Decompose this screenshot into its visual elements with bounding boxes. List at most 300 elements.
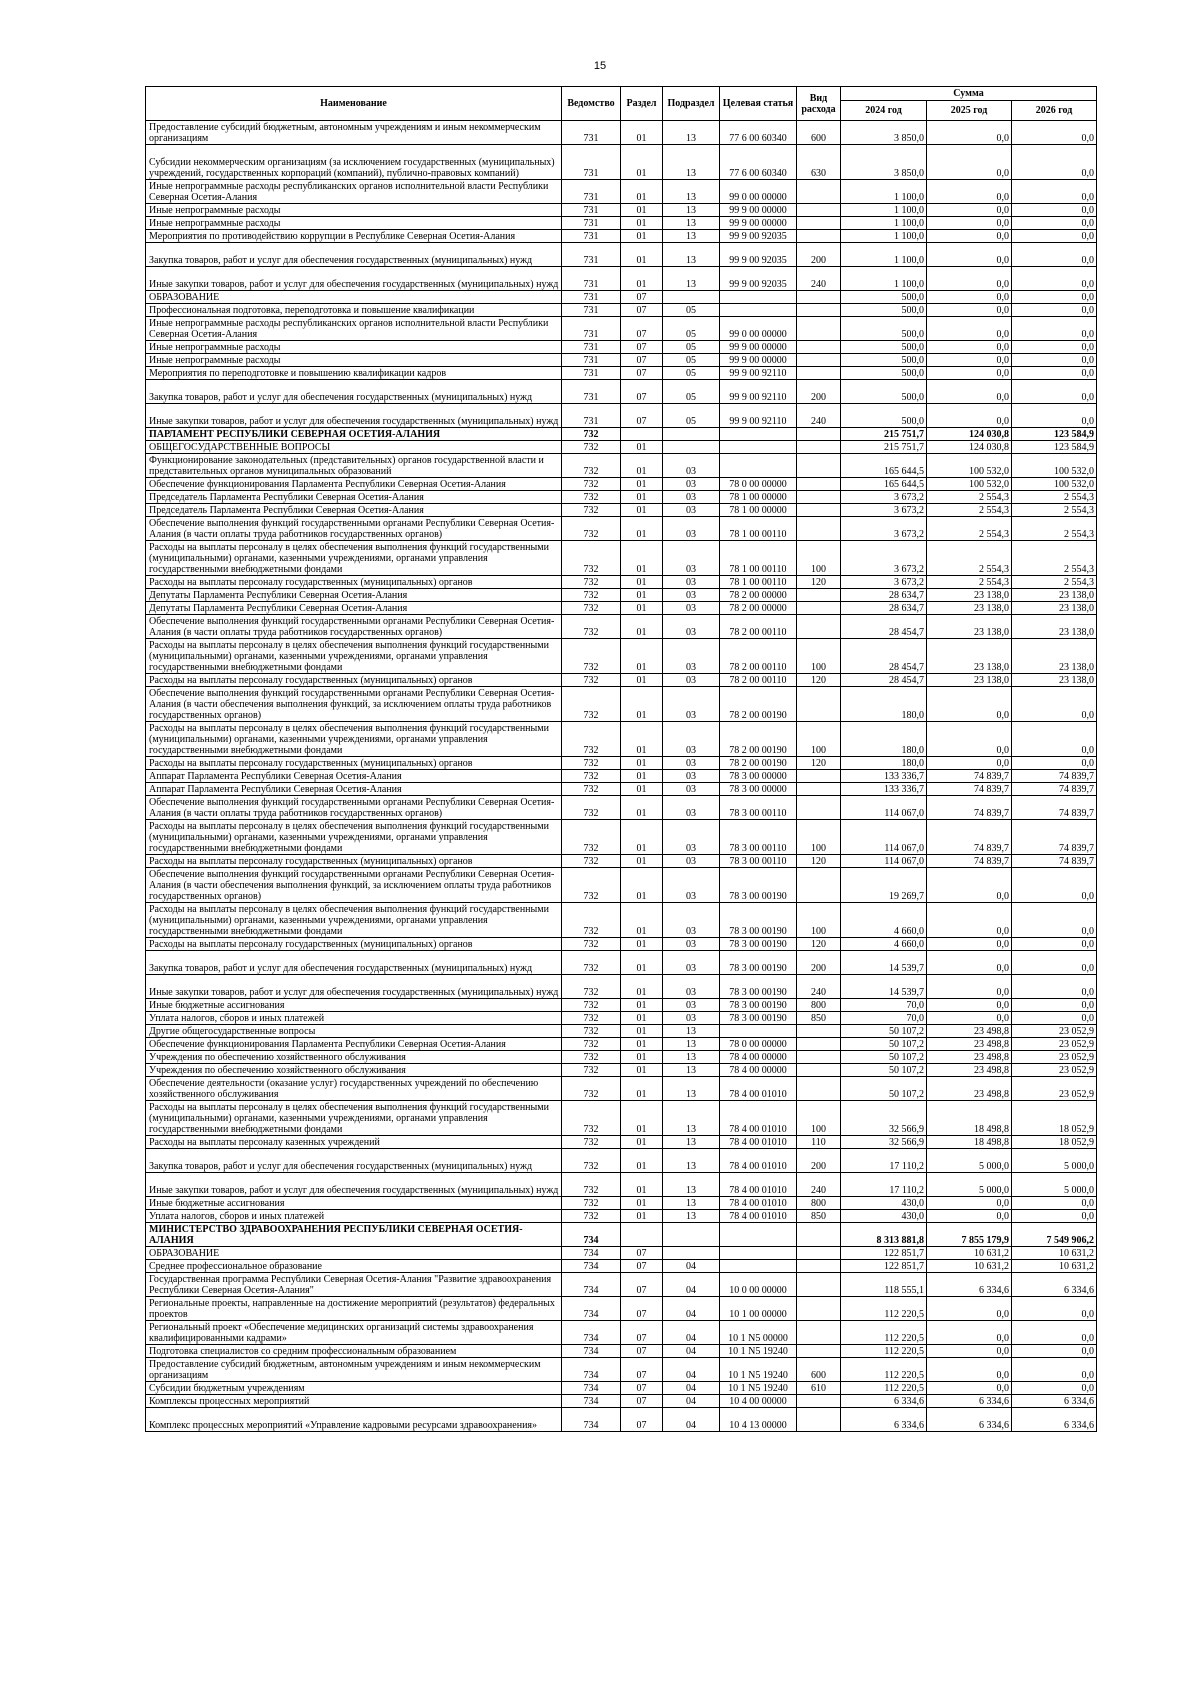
row-sum-2026: 0,0 — [1012, 230, 1097, 243]
row-dept: 732 — [562, 541, 621, 576]
row-target: 78 3 00 00190 — [720, 868, 797, 903]
row-sum-2024: 28 454,7 — [841, 674, 927, 687]
row-sum-2024: 3 850,0 — [841, 145, 927, 180]
row-sum-2025: 2 554,3 — [927, 541, 1012, 576]
row-section: 07 — [621, 1297, 663, 1321]
row-name: Депутаты Парламента Республики Северная Осетия-Алания — [146, 589, 562, 602]
row-sum-2026: 0,0 — [1012, 975, 1097, 999]
row-dept: 732 — [562, 674, 621, 687]
row-section: 01 — [621, 504, 663, 517]
row-exp-type: 630 — [797, 145, 841, 180]
row-subsection: 03 — [663, 820, 720, 855]
row-dept: 732 — [562, 454, 621, 478]
table-row — [146, 1210, 1097, 1223]
row-section: 01 — [621, 951, 663, 975]
row-name: Расходы на выплаты персоналу в целях обеспечения выполнения функций государственными (муниципальными) органами, казенными учреждениями, органами управления государственными внебюджетными фондами — [146, 903, 562, 938]
row-section: 01 — [621, 1210, 663, 1223]
row-dept: 732 — [562, 1149, 621, 1173]
row-sum-2024: 28 634,7 — [841, 602, 927, 615]
row-subsection: 03 — [663, 796, 720, 820]
table-row — [146, 1260, 1097, 1273]
row-sum-2024: 14 539,7 — [841, 951, 927, 975]
row-sum-2026: 23 138,0 — [1012, 589, 1097, 602]
row-subsection: 03 — [663, 517, 720, 541]
row-dept: 731 — [562, 217, 621, 230]
row-sum-2024: 133 336,7 — [841, 770, 927, 783]
row-name: Депутаты Парламента Республики Северная Осетия-Алания — [146, 602, 562, 615]
row-sum-2024: 1 100,0 — [841, 230, 927, 243]
row-exp-type — [797, 204, 841, 217]
row-dept: 732 — [562, 820, 621, 855]
row-target — [720, 1260, 797, 1273]
row-sum-2024: 1 100,0 — [841, 217, 927, 230]
row-name: Аппарат Парламента Республики Северная Осетия-Алания — [146, 770, 562, 783]
col-header-name: Наименование — [146, 87, 562, 121]
row-sum-2025: 0,0 — [927, 317, 1012, 341]
row-dept: 734 — [562, 1345, 621, 1358]
row-dept: 731 — [562, 404, 621, 428]
row-sum-2025: 0,0 — [927, 1358, 1012, 1382]
row-subsection: 03 — [663, 855, 720, 868]
row-exp-type: 200 — [797, 243, 841, 267]
row-exp-type — [797, 478, 841, 491]
row-exp-type: 120 — [797, 757, 841, 770]
row-exp-type: 600 — [797, 121, 841, 145]
row-dept: 732 — [562, 576, 621, 589]
table-row — [146, 1025, 1097, 1038]
row-section: 01 — [621, 1101, 663, 1136]
row-sum-2026: 74 839,7 — [1012, 820, 1097, 855]
row-exp-type — [797, 1077, 841, 1101]
row-sum-2024: 50 107,2 — [841, 1025, 927, 1038]
row-sum-2026: 0,0 — [1012, 1321, 1097, 1345]
row-subsection: 13 — [663, 230, 720, 243]
row-section: 01 — [621, 589, 663, 602]
row-target: 78 3 00 00000 — [720, 783, 797, 796]
table-row — [146, 1012, 1097, 1025]
col-header-subsection: Подраздел — [663, 87, 720, 121]
row-sum-2025: 0,0 — [927, 354, 1012, 367]
row-name: Региональные проекты, направленные на достижение мероприятий (результатов) федеральных проектов — [146, 1297, 562, 1321]
row-sum-2025: 6 334,6 — [927, 1395, 1012, 1408]
row-name: Расходы на выплаты персоналу государственных (муниципальных) органов — [146, 855, 562, 868]
row-exp-type — [797, 317, 841, 341]
row-section: 01 — [621, 1077, 663, 1101]
row-section: 01 — [621, 1038, 663, 1051]
row-sum-2025: 0,0 — [927, 757, 1012, 770]
row-subsection: 03 — [663, 1012, 720, 1025]
row-exp-type — [797, 1038, 841, 1051]
table-row — [146, 145, 1097, 180]
table-body — [146, 121, 1097, 1432]
row-subsection: 13 — [663, 1210, 720, 1223]
row-sum-2024: 3 850,0 — [841, 121, 927, 145]
row-exp-type: 240 — [797, 404, 841, 428]
row-sum-2025: 23 138,0 — [927, 674, 1012, 687]
table-row — [146, 1197, 1097, 1210]
row-subsection: 03 — [663, 541, 720, 576]
row-target: 78 4 00 01010 — [720, 1210, 797, 1223]
row-name: Расходы на выплаты персоналу государственных (муниципальных) органов — [146, 938, 562, 951]
row-sum-2026: 0,0 — [1012, 1210, 1097, 1223]
row-sum-2025: 23 138,0 — [927, 589, 1012, 602]
row-sum-2025: 0,0 — [927, 291, 1012, 304]
row-section: 07 — [621, 1247, 663, 1260]
row-section: 01 — [621, 722, 663, 757]
row-dept: 732 — [562, 687, 621, 722]
row-name: Иные закупки товаров, работ и услуг для обеспечения государственных (муниципальных) нужд — [146, 267, 562, 291]
row-target — [720, 428, 797, 441]
table-row — [146, 975, 1097, 999]
table-row — [146, 304, 1097, 317]
row-sum-2026: 2 554,3 — [1012, 576, 1097, 589]
row-sum-2025: 23 498,8 — [927, 1077, 1012, 1101]
row-sum-2026: 0,0 — [1012, 217, 1097, 230]
table-row — [146, 576, 1097, 589]
row-name: Учреждения по обеспечению хозяйственного обслуживания — [146, 1051, 562, 1064]
table-row — [146, 602, 1097, 615]
row-section: 01 — [621, 1012, 663, 1025]
row-sum-2024: 19 269,7 — [841, 868, 927, 903]
row-exp-type: 600 — [797, 1358, 841, 1382]
row-sum-2026: 0,0 — [1012, 938, 1097, 951]
row-section: 01 — [621, 491, 663, 504]
row-dept: 732 — [562, 491, 621, 504]
row-dept: 732 — [562, 722, 621, 757]
row-sum-2026: 0,0 — [1012, 404, 1097, 428]
row-section: 07 — [621, 317, 663, 341]
row-dept: 732 — [562, 1012, 621, 1025]
row-sum-2026: 23 138,0 — [1012, 615, 1097, 639]
table-row — [146, 354, 1097, 367]
row-name: Обеспечение функционирования Парламента Республики Северная Осетия-Алания — [146, 1038, 562, 1051]
row-subsection: 13 — [663, 267, 720, 291]
row-section: 01 — [621, 1136, 663, 1149]
table-row — [146, 1064, 1097, 1077]
row-sum-2026: 10 631,2 — [1012, 1247, 1097, 1260]
row-name: Расходы на выплаты персоналу государственных (муниципальных) органов — [146, 757, 562, 770]
row-subsection: 03 — [663, 602, 720, 615]
row-name: Обеспечение выполнения функций государственными органами Республики Северная Осетия-Алания (в части оплаты труда работников государственных органов) — [146, 615, 562, 639]
row-sum-2026: 0,0 — [1012, 243, 1097, 267]
table-row — [146, 868, 1097, 903]
row-subsection: 13 — [663, 145, 720, 180]
row-sum-2026: 0,0 — [1012, 367, 1097, 380]
row-sum-2026: 123 584,9 — [1012, 428, 1097, 441]
row-sum-2024: 1 100,0 — [841, 180, 927, 204]
table-row — [146, 441, 1097, 454]
row-sum-2026: 23 052,9 — [1012, 1077, 1097, 1101]
row-name: Расходы на выплаты персоналу государственных (муниципальных) органов — [146, 576, 562, 589]
row-subsection: 03 — [663, 687, 720, 722]
row-name: Обеспечение выполнения функций государственными органами Республики Северная Осетия-Алания (в части оплаты труда работников государственных органов) — [146, 517, 562, 541]
table-row — [146, 541, 1097, 576]
row-subsection: 13 — [663, 1077, 720, 1101]
row-subsection: 04 — [663, 1382, 720, 1395]
row-section: 01 — [621, 1064, 663, 1077]
row-sum-2026: 2 554,3 — [1012, 517, 1097, 541]
row-sum-2025: 0,0 — [927, 1321, 1012, 1345]
row-sum-2024: 112 220,5 — [841, 1358, 927, 1382]
row-subsection: 05 — [663, 367, 720, 380]
row-sum-2026: 23 052,9 — [1012, 1064, 1097, 1077]
table-row — [146, 938, 1097, 951]
row-sum-2024: 17 110,2 — [841, 1149, 927, 1173]
row-sum-2026: 74 839,7 — [1012, 796, 1097, 820]
row-sum-2025: 0,0 — [927, 204, 1012, 217]
row-sum-2024: 114 067,0 — [841, 820, 927, 855]
row-target: 78 3 00 00190 — [720, 951, 797, 975]
row-sum-2026: 23 052,9 — [1012, 1038, 1097, 1051]
row-exp-type: 120 — [797, 674, 841, 687]
row-section: 01 — [621, 796, 663, 820]
row-subsection: 03 — [663, 576, 720, 589]
row-name: Субсидии некоммерческим организациям (за исключением государственных (муниципальных) учреждений, государственных корпораций (компаний), публично-правовых компаний) — [146, 145, 562, 180]
row-section: 01 — [621, 687, 663, 722]
row-section: 01 — [621, 145, 663, 180]
row-sum-2026: 23 138,0 — [1012, 602, 1097, 615]
row-dept: 732 — [562, 757, 621, 770]
row-subsection: 13 — [663, 1038, 720, 1051]
row-subsection: 03 — [663, 999, 720, 1012]
row-exp-type: 850 — [797, 1012, 841, 1025]
row-subsection: 05 — [663, 404, 720, 428]
row-sum-2024: 215 751,7 — [841, 441, 927, 454]
table-row — [146, 404, 1097, 428]
row-sum-2026: 0,0 — [1012, 1297, 1097, 1321]
row-exp-type — [797, 615, 841, 639]
row-target: 78 1 00 00110 — [720, 517, 797, 541]
table-row — [146, 180, 1097, 204]
row-subsection: 03 — [663, 757, 720, 770]
row-sum-2026: 0,0 — [1012, 722, 1097, 757]
row-dept: 734 — [562, 1223, 621, 1247]
row-dept: 734 — [562, 1358, 621, 1382]
row-sum-2026: 2 554,3 — [1012, 504, 1097, 517]
row-sum-2025: 23 138,0 — [927, 602, 1012, 615]
row-sum-2026: 74 839,7 — [1012, 770, 1097, 783]
row-target: 99 9 00 92035 — [720, 267, 797, 291]
row-target: 78 1 00 00000 — [720, 491, 797, 504]
table-row — [146, 121, 1097, 145]
row-name: Государственная программа Республики Северная Осетия-Алания "Развитие здравоохранения Республики Северная Осетия-Алания" — [146, 1273, 562, 1297]
row-sum-2025: 6 334,6 — [927, 1273, 1012, 1297]
row-exp-type — [797, 868, 841, 903]
row-dept: 732 — [562, 1077, 621, 1101]
row-dept: 732 — [562, 999, 621, 1012]
row-sum-2025: 0,0 — [927, 1197, 1012, 1210]
row-target — [720, 454, 797, 478]
row-exp-type: 100 — [797, 541, 841, 576]
row-sum-2025: 0,0 — [927, 1210, 1012, 1223]
row-subsection: 05 — [663, 380, 720, 404]
table-row — [146, 1247, 1097, 1260]
row-exp-type — [797, 428, 841, 441]
row-sum-2026: 0,0 — [1012, 317, 1097, 341]
row-target: 78 2 00 00190 — [720, 722, 797, 757]
row-subsection: 04 — [663, 1321, 720, 1345]
table-row — [146, 380, 1097, 404]
row-sum-2026: 0,0 — [1012, 1345, 1097, 1358]
row-name: Обеспечение выполнения функций государственными органами Республики Северная Осетия-Алания (в части оплаты труда работников государственных органов) — [146, 796, 562, 820]
row-sum-2026: 123 584,9 — [1012, 441, 1097, 454]
row-dept: 732 — [562, 517, 621, 541]
row-sum-2025: 124 030,8 — [927, 441, 1012, 454]
row-sum-2024: 122 851,7 — [841, 1260, 927, 1273]
table-row — [146, 1223, 1097, 1247]
row-name: ОБЩЕГОСУДАРСТВЕННЫЕ ВОПРОСЫ — [146, 441, 562, 454]
row-section: 07 — [621, 304, 663, 317]
row-exp-type — [797, 1260, 841, 1273]
row-sum-2026: 0,0 — [1012, 304, 1097, 317]
row-name: Мероприятия по противодействию коррупции в Республике Северная Осетия-Алания — [146, 230, 562, 243]
row-exp-type: 240 — [797, 267, 841, 291]
row-section: 01 — [621, 217, 663, 230]
row-sum-2024: 17 110,2 — [841, 1173, 927, 1197]
row-sum-2024: 1 100,0 — [841, 204, 927, 217]
row-section: 01 — [621, 1197, 663, 1210]
row-sum-2024: 180,0 — [841, 687, 927, 722]
row-dept: 732 — [562, 639, 621, 674]
row-dept: 731 — [562, 145, 621, 180]
row-exp-type — [797, 230, 841, 243]
row-name: ОБРАЗОВАНИЕ — [146, 291, 562, 304]
row-dept: 732 — [562, 615, 621, 639]
row-sum-2024: 118 555,1 — [841, 1273, 927, 1297]
row-sum-2025: 100 532,0 — [927, 478, 1012, 491]
row-name: Председатель Парламента Республики Северная Осетия-Алания — [146, 491, 562, 504]
row-sum-2026: 23 052,9 — [1012, 1025, 1097, 1038]
row-sum-2024: 500,0 — [841, 341, 927, 354]
row-target: 78 4 00 01010 — [720, 1101, 797, 1136]
row-target: 78 3 00 00190 — [720, 1012, 797, 1025]
table-row — [146, 639, 1097, 674]
row-sum-2026: 0,0 — [1012, 145, 1097, 180]
row-sum-2024: 500,0 — [841, 291, 927, 304]
row-section — [621, 1223, 663, 1247]
row-subsection: 13 — [663, 217, 720, 230]
table-row — [146, 951, 1097, 975]
row-sum-2024: 50 107,2 — [841, 1064, 927, 1077]
row-target: 10 4 13 00000 — [720, 1408, 797, 1432]
row-dept: 732 — [562, 938, 621, 951]
row-exp-type — [797, 217, 841, 230]
row-exp-type — [797, 1064, 841, 1077]
row-target: 78 0 00 00000 — [720, 1038, 797, 1051]
row-subsection: 04 — [663, 1358, 720, 1382]
row-exp-type — [797, 1321, 841, 1345]
row-section: 01 — [621, 868, 663, 903]
row-exp-type — [797, 1345, 841, 1358]
row-target: 99 9 00 92035 — [720, 230, 797, 243]
row-sum-2025: 23 498,8 — [927, 1038, 1012, 1051]
row-exp-type — [797, 304, 841, 317]
row-exp-type: 200 — [797, 951, 841, 975]
row-name: Расходы на выплаты персоналу в целях обеспечения выполнения функций государственными (муниципальными) органами, казенными учреждениями, органами управления государственными внебюджетными фондами — [146, 541, 562, 576]
row-section: 01 — [621, 783, 663, 796]
row-target: 78 4 00 01010 — [720, 1077, 797, 1101]
row-name: Обеспечение деятельности (оказание услуг) государственных учреждений по обеспечению хозяйственного обслуживания — [146, 1077, 562, 1101]
row-section: 07 — [621, 1321, 663, 1345]
row-section: 01 — [621, 230, 663, 243]
row-sum-2024: 500,0 — [841, 380, 927, 404]
row-subsection: 03 — [663, 478, 720, 491]
row-dept: 734 — [562, 1408, 621, 1432]
row-sum-2024: 500,0 — [841, 354, 927, 367]
row-dept: 732 — [562, 1051, 621, 1064]
row-target: 78 2 00 00110 — [720, 639, 797, 674]
row-subsection: 03 — [663, 783, 720, 796]
row-target: 99 9 00 00000 — [720, 204, 797, 217]
table-row — [146, 1345, 1097, 1358]
row-target: 77 6 00 60340 — [720, 145, 797, 180]
row-sum-2024: 500,0 — [841, 304, 927, 317]
table-row — [146, 491, 1097, 504]
row-target: 78 3 00 00190 — [720, 975, 797, 999]
table-row — [146, 1395, 1097, 1408]
table-row — [146, 855, 1097, 868]
row-exp-type — [797, 783, 841, 796]
row-sum-2024: 430,0 — [841, 1210, 927, 1223]
row-exp-type: 120 — [797, 855, 841, 868]
row-target: 78 3 00 00110 — [720, 820, 797, 855]
row-sum-2025: 0,0 — [927, 367, 1012, 380]
row-dept: 734 — [562, 1297, 621, 1321]
row-name: Функционирование законодательных (представительных) органов государственной власти и представительных органов муниципальных образований — [146, 454, 562, 478]
row-exp-type — [797, 354, 841, 367]
row-subsection: 13 — [663, 1064, 720, 1077]
row-sum-2024: 70,0 — [841, 1012, 927, 1025]
row-name: Расходы на выплаты персоналу государственных (муниципальных) органов — [146, 674, 562, 687]
row-sum-2025: 74 839,7 — [927, 855, 1012, 868]
row-subsection — [663, 428, 720, 441]
row-sum-2025: 2 554,3 — [927, 504, 1012, 517]
row-subsection: 03 — [663, 615, 720, 639]
row-sum-2024: 165 644,5 — [841, 478, 927, 491]
row-sum-2026: 10 631,2 — [1012, 1260, 1097, 1273]
row-target: 10 1 N5 00000 — [720, 1321, 797, 1345]
page-number: 15 — [593, 60, 607, 72]
row-sum-2025: 0,0 — [927, 951, 1012, 975]
row-sum-2025: 0,0 — [927, 722, 1012, 757]
table-row — [146, 1297, 1097, 1321]
row-sum-2024: 6 334,6 — [841, 1395, 927, 1408]
row-subsection: 05 — [663, 354, 720, 367]
row-subsection: 04 — [663, 1408, 720, 1432]
row-sum-2026: 0,0 — [1012, 341, 1097, 354]
row-name: Закупка товаров, работ и услуг для обеспечения государственных (муниципальных) нужд — [146, 380, 562, 404]
row-dept: 734 — [562, 1321, 621, 1345]
row-dept: 732 — [562, 478, 621, 491]
col-header-2025: 2025 год — [927, 101, 1012, 121]
row-target: 78 4 00 01010 — [720, 1136, 797, 1149]
row-sum-2025: 0,0 — [927, 267, 1012, 291]
row-exp-type — [797, 341, 841, 354]
row-exp-type — [797, 589, 841, 602]
table-row — [146, 687, 1097, 722]
row-target: 10 1 N5 19240 — [720, 1345, 797, 1358]
row-name: Иные закупки товаров, работ и услуг для обеспечения государственных (муниципальных) нужд — [146, 1173, 562, 1197]
row-name: Подготовка специалистов со средним профессиональным образованием — [146, 1345, 562, 1358]
row-section: 01 — [621, 757, 663, 770]
table-row — [146, 1136, 1097, 1149]
row-sum-2024: 215 751,7 — [841, 428, 927, 441]
row-exp-type: 100 — [797, 639, 841, 674]
row-sum-2024: 32 566,9 — [841, 1136, 927, 1149]
row-section: 07 — [621, 341, 663, 354]
row-sum-2025: 74 839,7 — [927, 783, 1012, 796]
row-sum-2026: 7 549 906,2 — [1012, 1223, 1097, 1247]
